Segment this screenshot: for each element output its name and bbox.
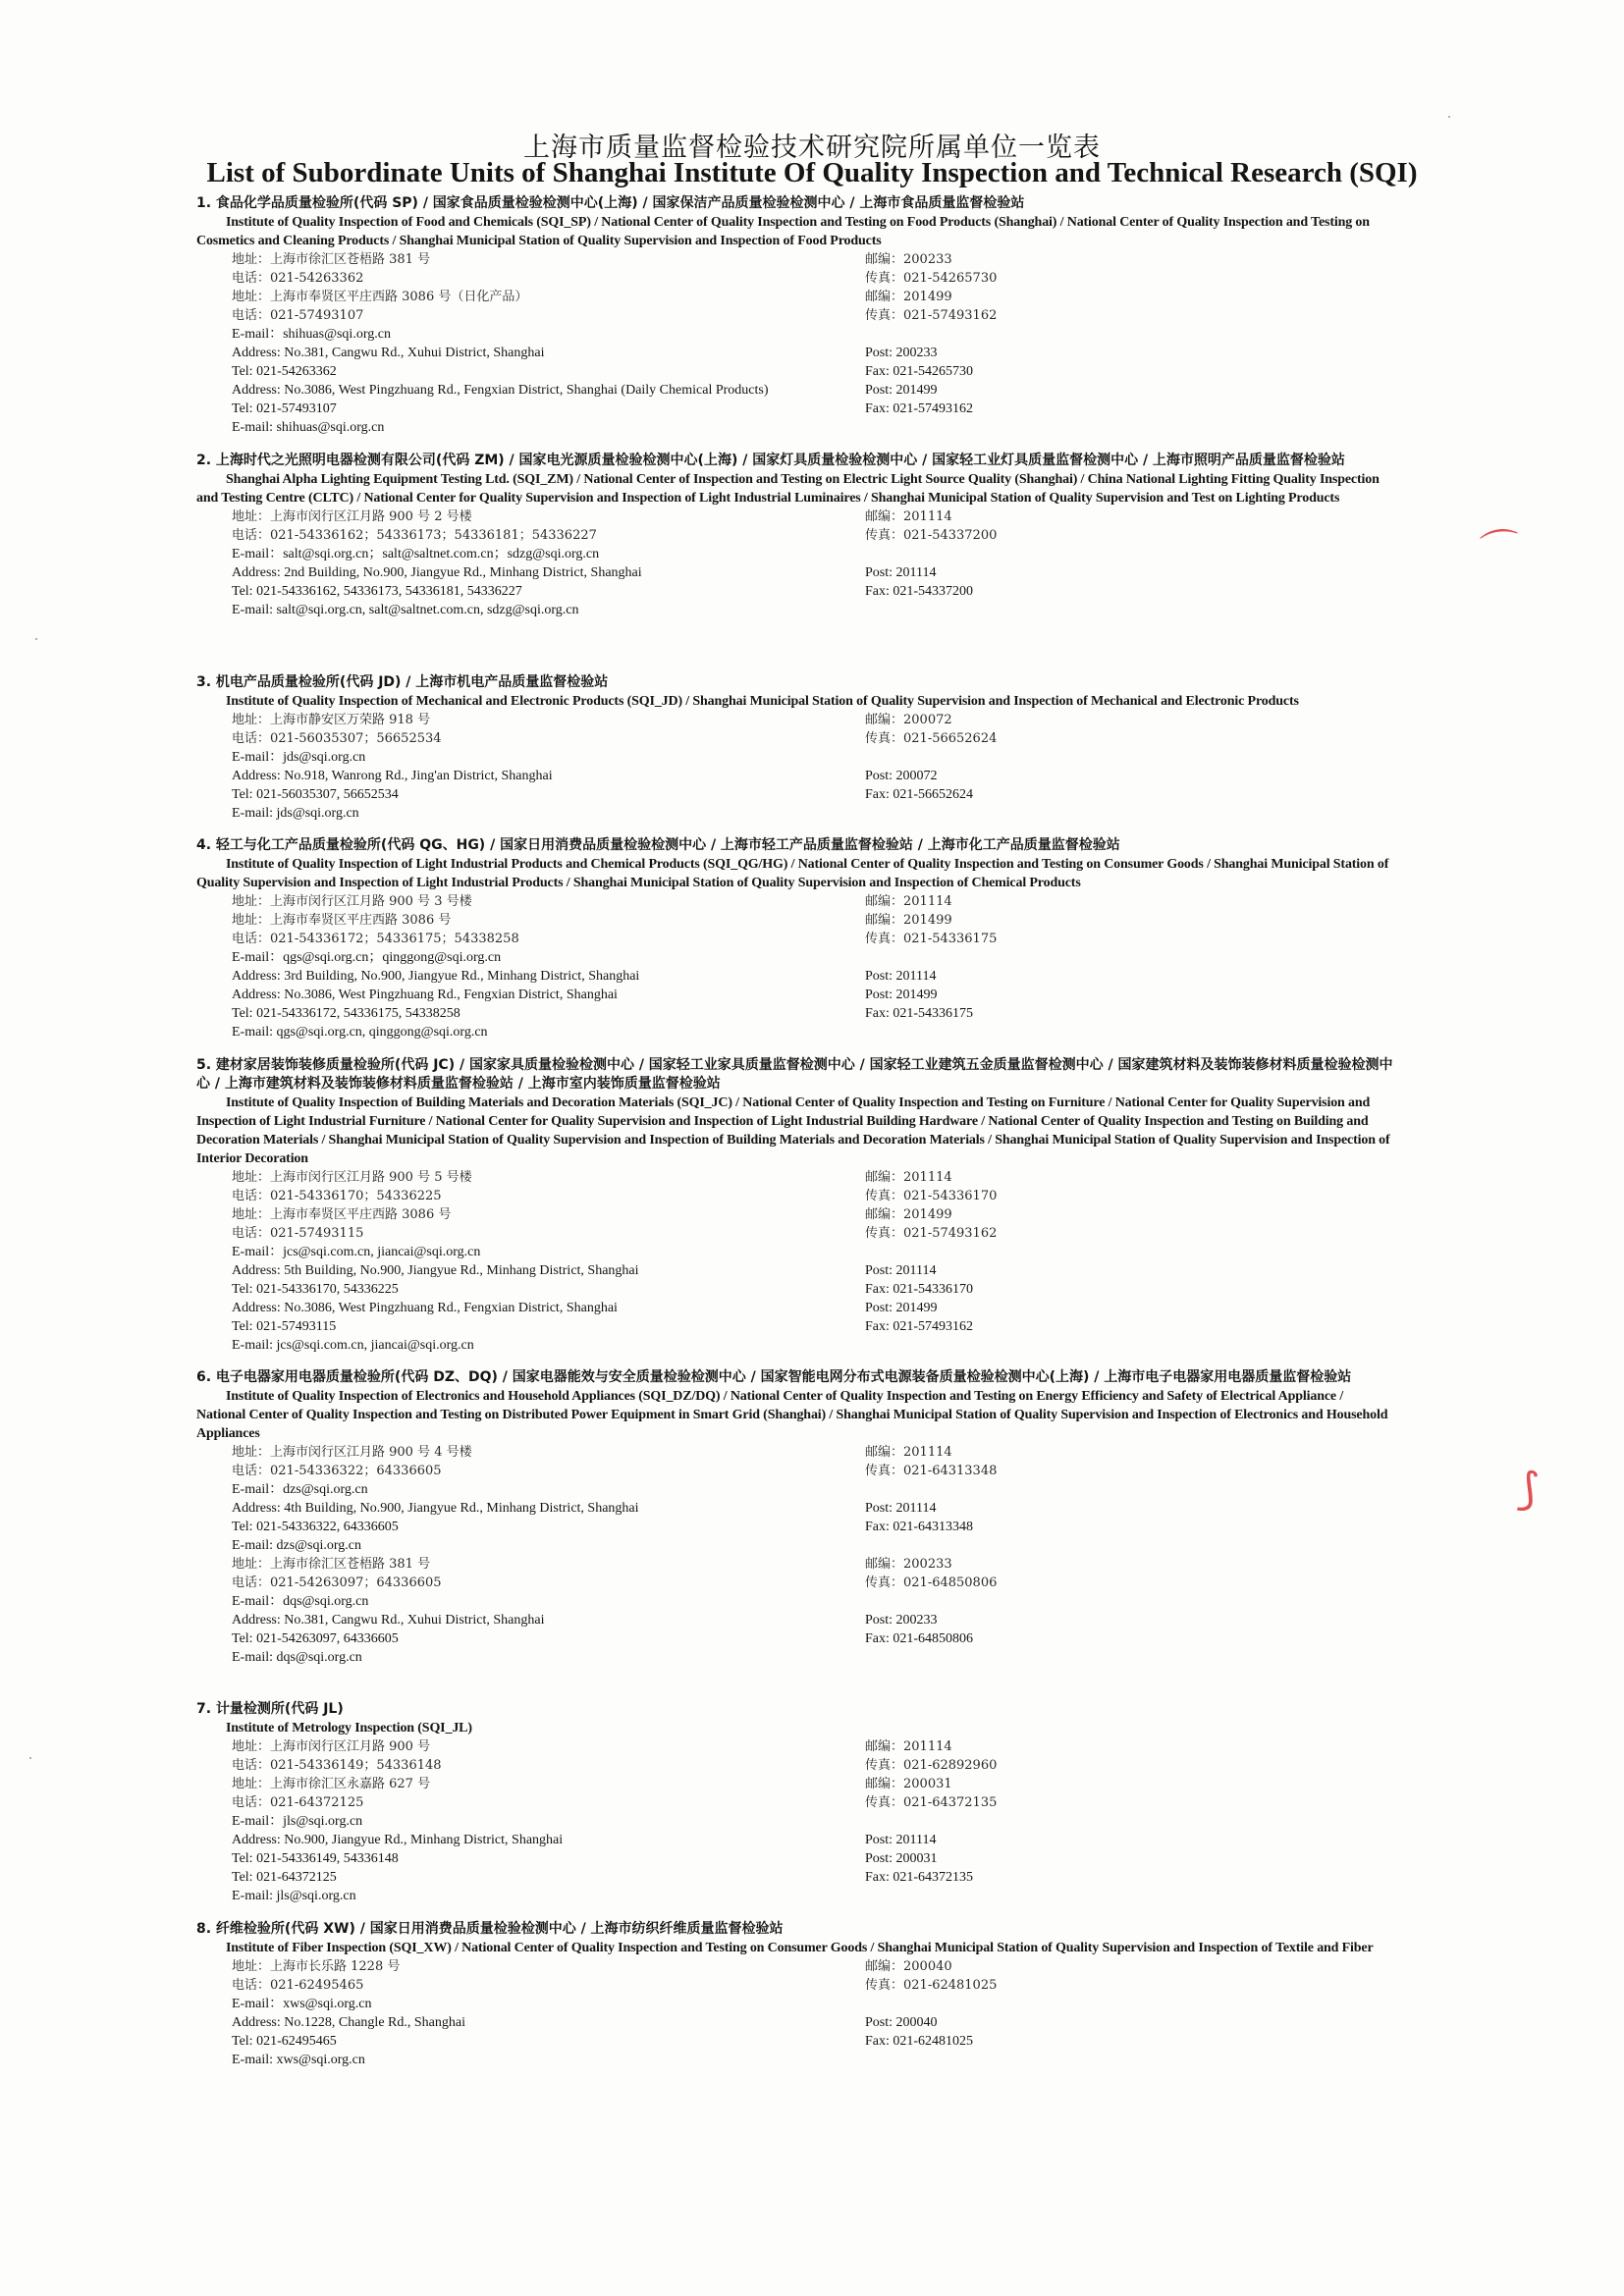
- contact-row: [196, 892, 1394, 911]
- contact-detail: 地址：上海市奉贤区平庄西路 3086 号（日化产品）: [232, 290, 528, 304]
- contact-row: [196, 1812, 1394, 1831]
- contact-postfax: [865, 1648, 1394, 1667]
- contact-postfax: Fax: 021-56652624: [865, 787, 974, 802]
- stamp-fragment-bottom: ⟆: [1514, 1461, 1543, 1518]
- contact-postfax: Fax: 021-54265730: [865, 364, 974, 379]
- stamp-fragment-top: ⌒: [1478, 524, 1524, 575]
- contact-detail: 电话：021-54336162；54336173；54336181；54336227: [232, 528, 597, 543]
- contact-row: [196, 1648, 1394, 1667]
- contact-postfax: Fax: 021-54337200: [865, 584, 974, 599]
- contact-row: [196, 250, 1394, 269]
- contact-row: [196, 804, 1394, 823]
- contact-detail: 电话：021-56035307；56652534: [232, 731, 442, 746]
- contact-postfax: [865, 2051, 1394, 2069]
- contact-detail: 地址：上海市闵行区江月路 900 号 5 号楼: [232, 1170, 472, 1185]
- contact-row: [196, 1004, 1394, 1023]
- contact-detail: Tel: 021-54263097, 64336605: [232, 1631, 399, 1646]
- contact-detail: 地址：上海市闵行区江月路 900 号: [232, 1739, 431, 1754]
- contact-detail: 地址：上海市徐汇区苍梧路 381 号: [232, 1557, 431, 1572]
- contact-rows: [196, 250, 1394, 437]
- contact-detail: Address: No.918, Wanrong Rd., Jing'an District, Shanghai: [232, 769, 553, 783]
- contact-row: [196, 930, 1394, 948]
- contact-postfax: Fax: 021-57493162: [865, 1319, 974, 1334]
- contact-postfax: Post: 200031: [865, 1851, 938, 1866]
- contact-postfax: Post: 201499: [865, 383, 938, 398]
- contact-detail: Address: No.3086, West Pingzhuang Rd., Fengxian District, Shanghai: [232, 988, 618, 1002]
- contact-postfax: Fax: 021-64372135: [865, 1870, 974, 1885]
- unit-heading: 5. 建材家居装饰装修质量检验所(代码 JC) / 国家家具质量检验检测中心 / 国家轻工业家具质量监督检测中心 / 国家轻工业建筑五金质量监督检测中心 / 国家建筑材料及装饰装修材料质量检验检测中心 / 上海市建筑材料及装饰装修材料质量监督检验站 / 上海市室内装饰质量监督检验站: [196, 1057, 1393, 1092]
- contact-row: [196, 785, 1394, 804]
- contact-row: [196, 306, 1394, 325]
- contact-postfax: Fax: 021-64313348: [865, 1520, 974, 1534]
- contact-row: [196, 711, 1394, 729]
- contact-postfax: 传真：021-54265730: [865, 271, 998, 286]
- contact-detail: Address: No.381, Cangwu Rd., Xuhui District, Shanghai: [232, 1613, 545, 1628]
- contact-detail: Address: No.381, Cangwu Rd., Xuhui District, Shanghai: [232, 346, 545, 360]
- contact-postfax: 传真：021-62892960: [865, 1758, 998, 1773]
- contact-detail: 地址：上海市闵行区江月路 900 号 4 号楼: [232, 1445, 472, 1460]
- contact-rows: [196, 1443, 1394, 1667]
- contact-postfax: [865, 418, 1394, 437]
- contact-row: [196, 1976, 1394, 1995]
- contact-postfax: [865, 1592, 1394, 1611]
- contact-postfax: Post: 201499: [865, 1301, 938, 1315]
- contact-row: [196, 344, 1394, 362]
- contact-postfax: 传真：021-54336170: [865, 1189, 998, 1203]
- contact-row: [196, 729, 1394, 748]
- contact-row: [196, 1555, 1394, 1574]
- contact-postfax: Post: 201114: [865, 969, 937, 984]
- contact-row: [196, 1317, 1394, 1336]
- contact-detail: E-mail：shihuas@sqi.org.cn: [232, 327, 391, 342]
- contact-row: [196, 1793, 1394, 1812]
- contact-postfax: Post: 200072: [865, 769, 938, 783]
- contact-detail: Address: 5th Building, No.900, Jiangyue Rd., Minhang District, Shanghai: [232, 1263, 639, 1278]
- contact-row: [196, 507, 1394, 526]
- contact-row: [196, 325, 1394, 344]
- title-chinese: 上海市质量监督检验技术研究院所属单位一览表: [523, 133, 1101, 163]
- contact-detail: E-mail: jds@sqi.org.cn: [232, 806, 359, 821]
- contact-row: [196, 1168, 1394, 1187]
- contact-postfax: [865, 1887, 1394, 1905]
- contact-row: [196, 1756, 1394, 1775]
- unit-heading: 1. 食品化学品质量检验所(代码 SP) / 国家食品质量检验检测中心(上海) / 国家保洁产品质量检验检测中心 / 上海市食品质量监督检验站: [196, 195, 1025, 211]
- contact-row: [196, 1224, 1394, 1243]
- contact-row: [196, 1023, 1394, 1041]
- contact-detail: 电话：021-64372125: [232, 1795, 364, 1810]
- contact-detail: E-mail: dzs@sqi.org.cn: [232, 1538, 362, 1553]
- contact-postfax: 传真：021-54337200: [865, 528, 998, 543]
- contact-postfax: 邮编：200072: [865, 713, 952, 727]
- contact-postfax: 邮编：201114: [865, 509, 952, 524]
- contact-postfax: Fax: 021-54336175: [865, 1006, 974, 1021]
- contact-postfax: [865, 804, 1394, 823]
- contact-detail: E-mail：salt@sqi.org.cn；salt@saltnet.com.cn；sdzg@sqi.org.cn: [232, 547, 600, 561]
- contact-row: [196, 1629, 1394, 1648]
- contact-detail: 地址：上海市奉贤区平庄西路 3086 号: [232, 913, 452, 928]
- contact-row: [196, 1592, 1394, 1611]
- contact-detail: Address: No.1228, Changle Rd., Shanghai: [232, 2015, 465, 2030]
- contact-postfax: [865, 1536, 1394, 1555]
- contact-detail: E-mail: qgs@sqi.org.cn, qinggong@sqi.org.cn: [232, 1025, 488, 1040]
- contact-row: [196, 269, 1394, 288]
- contact-detail: E-mail: dqs@sqi.org.cn: [232, 1650, 362, 1665]
- contact-row: [196, 1336, 1394, 1355]
- contact-row: [196, 1243, 1394, 1261]
- contact-detail: E-mail：jls@sqi.org.cn: [232, 1814, 363, 1829]
- contact-postfax: [865, 1336, 1394, 1355]
- unit-section: [196, 1700, 1394, 1905]
- contact-detail: 地址：上海市闵行区江月路 900 号 3 号楼: [232, 894, 472, 909]
- contact-detail: E-mail: salt@sqi.org.cn, salt@saltnet.com.cn, sdzg@sqi.org.cn: [232, 603, 579, 617]
- unit-english-name: Institute of Fiber Inspection (SQI_XW) / National Center of Quality Inspection and Testing on Consumer Goods / Shanghai Municipal Station of Quality Supervision and Inspection of Textile and Fiber: [226, 1941, 1374, 1955]
- contact-row: [196, 2032, 1394, 2051]
- contact-row: [196, 418, 1394, 437]
- contact-row: [196, 1462, 1394, 1480]
- contact-row: [196, 1775, 1394, 1793]
- unit-section: [196, 836, 1394, 1041]
- contact-row: [196, 2013, 1394, 2032]
- unit-english-name: Institute of Quality Inspection of Electronics and Household Appliances (SQI_DZ/DQ) / National Center of Quality Inspection and Testing on Energy Efficiency and Safety of Electrical Appliance / National Center of Quality Inspection and Testing on Distributed Power Equipment in Smart Grid (Shanghai) / Shanghai Municipal Station of Quality Supervision and Inspection of Electronics and Household Appliances: [196, 1389, 1388, 1441]
- contact-detail: 地址：上海市徐汇区永嘉路 627 号: [232, 1777, 431, 1791]
- contact-row: [196, 381, 1394, 400]
- contact-row: [196, 1299, 1394, 1317]
- contact-postfax: 邮编：200233: [865, 1557, 952, 1572]
- contact-detail: Tel: 021-54336322, 64336605: [232, 1520, 399, 1534]
- contact-postfax: Fax: 021-54336170: [865, 1282, 974, 1297]
- contact-detail: 地址：上海市长乐路 1228 号: [232, 1959, 401, 1974]
- unit-english-name: Institute of Quality Inspection of Building Materials and Decoration Materials (SQI_JC) / National Center of Quality Inspection and Testing on Furniture / National Center for Quality Supervision and Inspection of Light Industrial Furniture / National Center for Quality Supervision and Inspection of Light Industrial Building Hardware / National Center of Quality Inspection and Testing on Building and Decoration Materials / Shanghai Municipal Station of Quality Supervision and Inspection of Building Materials and Decoration Materials / Shanghai Municipal Station of Quality Supervision and Inspection of Interior Decoration: [196, 1095, 1390, 1166]
- contact-postfax: 邮编：200233: [865, 252, 952, 267]
- contact-postfax: [865, 748, 1394, 767]
- contact-postfax: Post: 200233: [865, 1613, 938, 1628]
- contact-postfax: Post: 201114: [865, 565, 937, 580]
- contact-row: [196, 1499, 1394, 1518]
- contact-row: [196, 1737, 1394, 1756]
- contact-postfax: 传真：021-64850806: [865, 1575, 998, 1590]
- contact-row: [196, 582, 1394, 601]
- unit-english-name: Institute of Quality Inspection of Mechanical and Electronic Products (SQI_JD) / Shanghai Municipal Station of Quality Supervision and Inspection of Mechanical and Electronic Products: [226, 694, 1299, 709]
- contact-row: [196, 1205, 1394, 1224]
- contact-postfax: 邮编：201114: [865, 1445, 952, 1460]
- contact-detail: Tel: 021-54263362: [232, 364, 337, 379]
- contact-row: [196, 1831, 1394, 1849]
- contact-detail: Address: 3rd Building, No.900, Jiangyue Rd., Minhang District, Shanghai: [232, 969, 640, 984]
- contact-row: [196, 986, 1394, 1004]
- contact-row: [196, 545, 1394, 563]
- contact-postfax: 邮编：201499: [865, 913, 952, 928]
- contact-row: [196, 967, 1394, 986]
- contact-rows: [196, 892, 1394, 1041]
- contact-row: [196, 288, 1394, 306]
- contact-postfax: 传真：021-62481025: [865, 1978, 998, 1993]
- unit-section: [196, 1056, 1394, 1355]
- contact-postfax: Post: 201114: [865, 1833, 937, 1847]
- unit-section: [196, 1920, 1394, 2069]
- contact-detail: Tel: 021-64372125: [232, 1870, 337, 1885]
- contact-row: [196, 911, 1394, 930]
- contact-postfax: 邮编：201114: [865, 1739, 952, 1754]
- contact-detail: 地址：上海市徐汇区苍梧路 381 号: [232, 252, 431, 267]
- contact-row: [196, 1849, 1394, 1868]
- unit-heading: 3. 机电产品质量检验所(代码 JD) / 上海市机电产品质量监督检验站: [196, 674, 609, 690]
- contact-postfax: Post: 200233: [865, 346, 938, 360]
- contact-detail: 地址：上海市闵行区江月路 900 号 2 号楼: [232, 509, 472, 524]
- contact-detail: Address: 2nd Building, No.900, Jiangyue Rd., Minhang District, Shanghai: [232, 565, 642, 580]
- unit-english-name: Institute of Quality Inspection of Light Industrial Products and Chemical Products (SQI_QG/HG) / National Center of Quality Inspection and Testing on Consumer Goods / Shanghai Municipal Station of Quality Supervision and Inspection of Light Industrial Products / Shanghai Municipal Station of Quality Supervision and Inspection of Chemical Products: [196, 857, 1389, 890]
- title-english: List of Subordinate Units of Shanghai Institute Of Quality Inspection and Technical Research (SQI): [206, 157, 1418, 188]
- contact-postfax: 传真：021-57493162: [865, 1226, 998, 1241]
- contact-row: [196, 1536, 1394, 1555]
- contact-postfax: Fax: 021-57493162: [865, 401, 974, 416]
- contact-row: [196, 601, 1394, 619]
- contact-postfax: 传真：021-64372135: [865, 1795, 998, 1810]
- scan-speck: [35, 638, 37, 640]
- contact-postfax: [865, 1243, 1394, 1261]
- contact-detail: Tel: 021-57493115: [232, 1319, 337, 1334]
- scan-speck: [29, 1757, 31, 1759]
- contact-row: [196, 1280, 1394, 1299]
- contact-detail: Tel: 021-54336162, 54336173, 54336181, 54336227: [232, 584, 522, 599]
- contact-row: [196, 1995, 1394, 2013]
- contact-postfax: 传真：021-64313348: [865, 1464, 998, 1478]
- contact-detail: E-mail：qgs@sqi.org.cn；qinggong@sqi.org.cn: [232, 950, 502, 965]
- contact-row: [196, 1261, 1394, 1280]
- contact-detail: E-mail: jls@sqi.org.cn: [232, 1889, 356, 1903]
- contact-detail: 电话：021-54336322；64336605: [232, 1464, 442, 1478]
- contact-postfax: 邮编：201114: [865, 1170, 952, 1185]
- contact-row: [196, 400, 1394, 418]
- contact-detail: E-mail: shihuas@sqi.org.cn: [232, 420, 385, 435]
- contact-detail: Tel: 021-54336149, 54336148: [232, 1851, 399, 1866]
- contact-detail: 电话：021-57493115: [232, 1226, 364, 1241]
- contact-row: [196, 2051, 1394, 2069]
- contact-rows: [196, 1737, 1394, 1905]
- contact-postfax: 传真：021-56652624: [865, 731, 998, 746]
- contact-postfax: Post: 201114: [865, 1263, 937, 1278]
- contact-postfax: [865, 545, 1394, 563]
- contact-detail: 电话：021-54263097；64336605: [232, 1575, 442, 1590]
- contact-detail: 电话：021-54336149；54336148: [232, 1758, 442, 1773]
- contact-detail: Tel: 021-54336172, 54336175, 54338258: [232, 1006, 460, 1021]
- contact-detail: E-mail: xws@sqi.org.cn: [232, 2053, 365, 2067]
- unit-section: [196, 452, 1394, 619]
- contact-rows: [196, 507, 1394, 619]
- contact-postfax: [865, 1995, 1394, 2013]
- contact-rows: [196, 1168, 1394, 1355]
- contact-detail: 电话：021-54336172；54336175；54338258: [232, 932, 519, 946]
- unit-heading: 4. 轻工与化工产品质量检验所(代码 QG、HG) / 国家日用消费品质量检验检测中心 / 上海市轻工产品质量监督检验站 / 上海市化工产品质量监督检验站: [196, 837, 1120, 853]
- contact-postfax: 传真：021-57493162: [865, 308, 998, 323]
- contact-row: [196, 1443, 1394, 1462]
- contact-postfax: [865, 1812, 1394, 1831]
- contact-row: [196, 1611, 1394, 1629]
- contact-rows: [196, 711, 1394, 823]
- contact-detail: 电话：021-54263362: [232, 271, 364, 286]
- contact-row: [196, 1868, 1394, 1887]
- contact-row: [196, 1887, 1394, 1905]
- contact-detail: 电话：021-57493107: [232, 308, 364, 323]
- contact-row: [196, 1518, 1394, 1536]
- unit-heading: 8. 纤维检验所(代码 XW) / 国家日用消费品质量检验检测中心 / 上海市纺织纤维质量监督检验站: [196, 1921, 784, 1937]
- contact-row: [196, 948, 1394, 967]
- contact-detail: E-mail：jcs@sqi.com.cn, jiancai@sqi.org.cn: [232, 1245, 481, 1259]
- contact-row: [196, 563, 1394, 582]
- contact-postfax: Fax: 021-64850806: [865, 1631, 974, 1646]
- contact-row: [196, 1574, 1394, 1592]
- contact-detail: Address: No.3086, West Pingzhuang Rd., Fengxian District, Shanghai (Daily Chemical Products): [232, 383, 769, 398]
- unit-section: [196, 194, 1394, 437]
- scan-speck: [1448, 116, 1450, 118]
- contact-detail: E-mail：dzs@sqi.org.cn: [232, 1482, 368, 1497]
- contact-rows: [196, 1957, 1394, 2069]
- contact-row: [196, 362, 1394, 381]
- contact-postfax: 邮编：201114: [865, 894, 952, 909]
- contact-row: [196, 767, 1394, 785]
- contact-postfax: [865, 601, 1394, 619]
- contact-postfax: Post: 201114: [865, 1501, 937, 1516]
- contact-detail: E-mail：dqs@sqi.org.cn: [232, 1594, 369, 1609]
- unit-english-name: Institute of Metrology Inspection (SQI_JL): [226, 1721, 472, 1735]
- unit-heading: 2. 上海时代之光照明电器检测有限公司(代码 ZM) / 国家电光源质量检验检测中心(上海) / 国家灯具质量检验检测中心 / 国家轻工业灯具质量监督检测中心 / 上海市照明产品质量监督检验站: [196, 453, 1345, 468]
- contact-detail: E-mail：jds@sqi.org.cn: [232, 750, 366, 765]
- contact-postfax: 传真：021-54336175: [865, 932, 998, 946]
- contact-postfax: [865, 325, 1394, 344]
- contact-detail: E-mail：xws@sqi.org.cn: [232, 1997, 372, 2011]
- unit-english-name: Shanghai Alpha Lighting Equipment Testing Ltd. (SQI_ZM) / National Center of Inspection and Testing on Electric Light Source Quality (Shanghai) / China National Lighting Fitting Quality Inspection and Testing Centre (CLTC) / National Center for Quality Supervision and Inspection of Light Industrial Luminaires / Shanghai Municipal Station of Quality Supervision and Test on Lighting Products: [196, 472, 1380, 506]
- contact-postfax: [865, 1480, 1394, 1499]
- unit-heading: 7. 计量检测所(代码 JL): [196, 1701, 344, 1717]
- contact-postfax: [865, 948, 1394, 967]
- contact-detail: 电话：021-62495465: [232, 1978, 364, 1993]
- contact-detail: Address: No.900, Jiangyue Rd., Minhang District, Shanghai: [232, 1833, 564, 1847]
- contact-detail: Address: 4th Building, No.900, Jiangyue Rd., Minhang District, Shanghai: [232, 1501, 639, 1516]
- contact-detail: Tel: 021-54336170, 54336225: [232, 1282, 399, 1297]
- contact-detail: 地址：上海市奉贤区平庄西路 3086 号: [232, 1207, 452, 1222]
- contact-postfax: Fax: 021-62481025: [865, 2034, 974, 2049]
- contact-row: [196, 1480, 1394, 1499]
- contact-postfax: [865, 1023, 1394, 1041]
- contact-detail: Tel: 021-56035307, 56652534: [232, 787, 399, 802]
- contact-postfax: Post: 200040: [865, 2015, 938, 2030]
- contact-detail: Tel: 021-57493107: [232, 401, 337, 416]
- unit-english-name: Institute of Quality Inspection of Food and Chemicals (SQI_SP) / National Center of Quality Inspection and Testing on Food Products (Shanghai) / National Center of Quality Inspection and Testing on Cosmetics and Cleaning Products / Shanghai Municipal Station of Quality Supervision and Inspection of Food Products: [196, 215, 1370, 248]
- contact-detail: Tel: 021-62495465: [232, 2034, 337, 2049]
- contact-postfax: Post: 201499: [865, 988, 938, 1002]
- contact-detail: E-mail: jcs@sqi.com.cn, jiancai@sqi.org.cn: [232, 1338, 474, 1353]
- unit-section: [196, 1368, 1394, 1667]
- contact-detail: Address: No.3086, West Pingzhuang Rd., Fengxian District, Shanghai: [232, 1301, 618, 1315]
- unit-heading: 6. 电子电器家用电器质量检验所(代码 DZ、DQ) / 国家电器能效与安全质量检验检测中心 / 国家智能电网分布式电源装备质量检验检测中心(上海) / 上海市电子电器家用电器质量监督检验站: [196, 1369, 1352, 1385]
- contact-detail: 地址：上海市静安区万荣路 918 号: [232, 713, 431, 727]
- contact-postfax: 邮编：201499: [865, 1207, 952, 1222]
- contact-row: [196, 748, 1394, 767]
- contact-postfax: 邮编：200040: [865, 1959, 952, 1974]
- contact-postfax: 邮编：200031: [865, 1777, 952, 1791]
- contact-row: [196, 526, 1394, 545]
- contact-postfax: 邮编：201499: [865, 290, 952, 304]
- unit-section: [196, 673, 1394, 823]
- contact-row: [196, 1187, 1394, 1205]
- contact-row: [196, 1957, 1394, 1976]
- contact-detail: 电话：021-54336170；54336225: [232, 1189, 442, 1203]
